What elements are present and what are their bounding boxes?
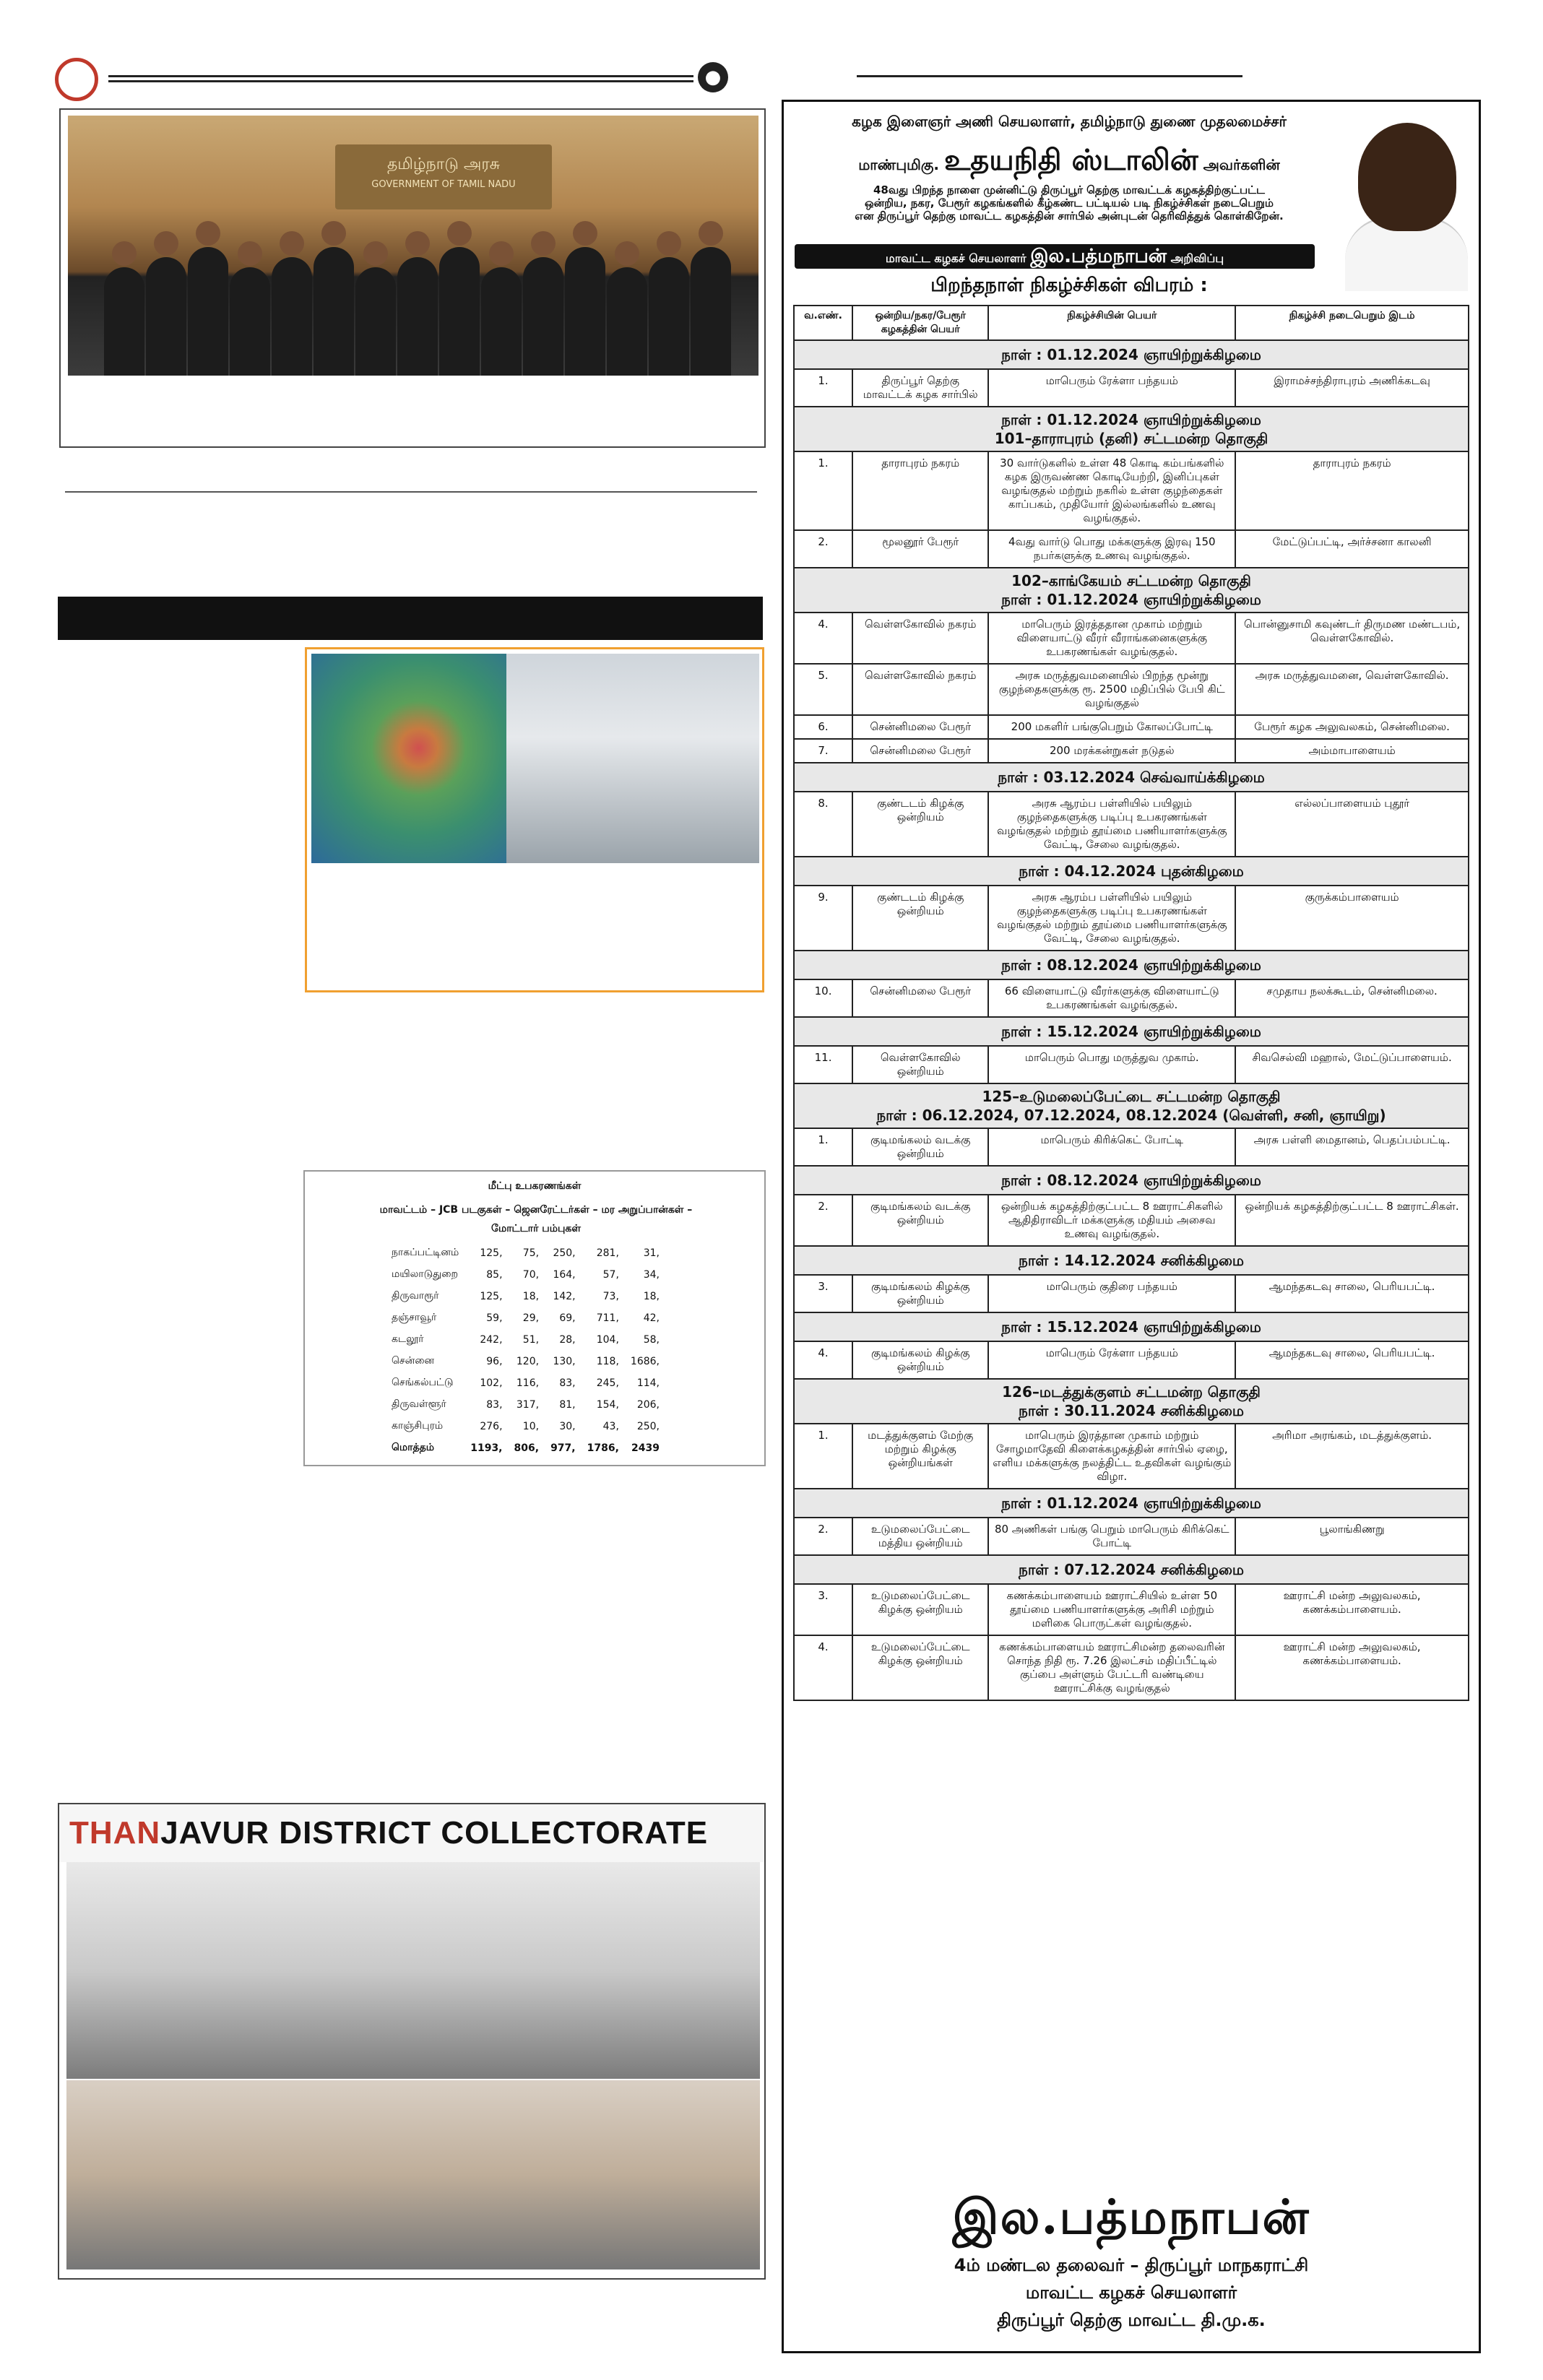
cell-place: ஒன்றியக் கழகத்திற்குட்பட்ட 8 ஊராட்சிகள்.	[1235, 1195, 1469, 1246]
table-row	[794, 1046, 1469, 1083]
cell-no: 3.	[794, 1275, 852, 1312]
cell-no: 4.	[794, 1635, 852, 1700]
equipment-count: 142,	[553, 1291, 576, 1302]
cell-no: 6.	[794, 715, 852, 739]
cell-event: மாபெரும் கிரிக்கெட் போட்டி	[988, 1128, 1235, 1166]
weather-review-photo	[305, 647, 764, 992]
equipment-count: 18,	[643, 1291, 660, 1302]
meeting-photo-top	[66, 1862, 760, 2079]
cell-event: 66 விளையாட்டு வீரர்களுக்கு விளையாட்டு உபகரணங்கள் வழங்குதல்.	[988, 979, 1235, 1017]
date-heading-row	[794, 1312, 1469, 1341]
cell-place: அரிமா அரங்கம், மடத்துக்குளம்.	[1235, 1424, 1469, 1489]
cell-no: 1.	[794, 1424, 852, 1489]
cell-no: 8.	[794, 792, 852, 857]
equipment-count: 2439	[631, 1442, 660, 1454]
cell-event: 200 மகளிர் பங்குபெறும் கோலப்போட்டி	[988, 715, 1235, 739]
equipment-count: 116,	[516, 1377, 540, 1389]
equipment-count: 57,	[602, 1269, 619, 1281]
meeting-photo-bottom	[66, 2080, 760, 2269]
table-row	[386, 1372, 665, 1394]
cell-event: 30 வார்டுகளில் உள்ள 48 கொடி கம்பங்களில் கழக இருவண்ண கொடியேற்றி, இனிப்புகள் வழங்குதல் மற்றும் நகரில் உள்ள குழந்தைகள் காப்பகம், முதியோர் இல்லங்களில் உணவு வழங்குதல்.	[988, 451, 1235, 530]
date-heading-row	[794, 1555, 1469, 1584]
cell-unit: மூலனூர் பேரூர்	[852, 530, 988, 568]
equipment-count: 18,	[522, 1291, 540, 1302]
cell-place: சமுதாய நலக்கூடம், சென்னிமலை.	[1235, 979, 1469, 1017]
cell-place: அரசு மருத்துவமனை, வெள்ளகோவில்.	[1235, 664, 1469, 715]
heading-line: 102–காங்கேயம் சட்டமன்ற தொகுதி	[1011, 572, 1251, 589]
table-row	[794, 369, 1469, 407]
constituency-heading-row	[794, 568, 1469, 613]
table-row	[386, 1242, 665, 1264]
masthead-rule-right	[857, 75, 1242, 82]
date-heading: நாள் : 15.12.2024 ஞாயிற்றுக்கிழமை	[794, 1312, 1469, 1341]
cell-no: 2.	[794, 1518, 852, 1555]
officials-group	[506, 654, 759, 863]
equipment-count: 58,	[643, 1334, 660, 1346]
cell-event: மாபெரும் குதிரை பந்தயம்	[988, 1275, 1235, 1312]
person-figure	[439, 247, 480, 376]
table-row	[794, 979, 1469, 1017]
district-name: செங்கல்பட்டு	[392, 1377, 454, 1388]
elephant-icon: ●	[698, 62, 728, 92]
person-figure	[104, 267, 144, 376]
cell-unit: உடுமலைப்பேட்டை மத்திய ஒன்றியம்	[852, 1518, 988, 1555]
cell-unit: வெள்ளகோவில் நகரம்	[852, 664, 988, 715]
person-figure	[146, 257, 186, 376]
constituency-heading	[794, 1379, 1469, 1424]
equipment-count: 317,	[516, 1399, 540, 1411]
person-figure	[230, 267, 270, 376]
equipment-count: 69,	[559, 1312, 576, 1324]
district-name: காஞ்சிபுரம்	[392, 1420, 444, 1432]
cell-unit: மடத்துக்குளம் மேற்கு மற்றும் கிழக்கு ஒன்றியங்கள்	[852, 1424, 988, 1489]
cell-unit: சென்னிமலை பேரூர்	[852, 715, 988, 739]
cell-place: பூலாங்கிணறு	[1235, 1518, 1469, 1555]
col-header-no: வ.எண்.	[794, 306, 852, 340]
heading-line: நாள் : 30.11.2024 சனிக்கிழமை	[1018, 1402, 1245, 1419]
table-row	[386, 1286, 665, 1307]
cell-unit: குடிமங்கலம் வடக்கு ஒன்றியம்	[852, 1128, 988, 1166]
cell-event: மாபெரும் இரத்தான முகாம் மற்றும் சோழமாதேவி கிளைக்கழகத்தின் சார்பில் ஏழை, எளிய மக்களுக்கு நலத்திட்ட உதவிகள் வழங்கும் விழா.	[988, 1424, 1235, 1489]
masthead-rule	[108, 75, 693, 82]
collectorate-sign: THANJAVUR DISTRICT COLLECTORATE	[59, 1804, 764, 1862]
person-figure	[188, 247, 228, 376]
person-figure	[691, 247, 731, 376]
constituency-heading-row	[794, 1379, 1469, 1424]
equipment-count: 75,	[522, 1247, 540, 1259]
district-name: மொத்தம்	[392, 1442, 434, 1453]
equipment-count: 1686,	[630, 1356, 660, 1367]
equipment-count: 83,	[486, 1399, 503, 1411]
cell-no: 1.	[794, 451, 852, 530]
equipment-count: 43,	[602, 1421, 619, 1432]
equipment-count: 164,	[553, 1269, 576, 1281]
cell-event: 4வது வார்டு பொது மக்களுக்கு இரவு 150 நபர்களுக்கு உணவு வழங்குதல்.	[988, 530, 1235, 568]
cell-unit: சென்னிமலை பேரூர்	[852, 979, 988, 1017]
cell-place: இராமச்சந்திராபுரம் அணிக்கடவு	[1235, 369, 1469, 407]
cell-unit: வெள்ளகோவில் ஒன்றியம்	[852, 1046, 988, 1083]
cell-place: ஆமந்தகடவு சாலை, பெரியபட்டி.	[1235, 1341, 1469, 1379]
advert-honoree: மாண்புமிகு. உதயநிதி ஸ்டாலின் அவர்களின்	[858, 143, 1280, 177]
table-row	[794, 1341, 1469, 1379]
constituency-heading-row	[794, 1083, 1469, 1128]
cell-event: 200 மரக்கன்றுகள் நடுதல்	[988, 739, 1235, 763]
district-name: திருவாரூர்	[392, 1290, 439, 1302]
cell-event: அரசு ஆரம்ப பள்ளியில் பயிலும் குழந்தைகளுக்கு படிப்பு உபகரணங்கள் வழங்குதல் மற்றும் தூய்மை பணியாளர்களுக்கு வேட்டி, சேலை வழங்குதல்.	[988, 792, 1235, 857]
cell-no: 2.	[794, 1195, 852, 1246]
cell-unit: தாராபுரம் நகரம்	[852, 451, 988, 530]
cell-no: 10.	[794, 979, 852, 1017]
cell-place: தாராபுரம் நகரம்	[1235, 451, 1469, 530]
equipment-header: மாவட்டம் – JCB படகுகள் – ஜெனரேட்டர்கள் – மர அறுப்பான்கள் – மோட்டார் பம்புகள்	[379, 1204, 693, 1234]
equipment-count: 29,	[522, 1312, 540, 1324]
cell-place: எல்லப்பாளையம் புதூர்	[1235, 792, 1469, 857]
cell-place: பேரூர் கழக அலுவலகம், சென்னிமலை.	[1235, 715, 1469, 739]
equipment-count: 73,	[602, 1291, 619, 1302]
table-row	[794, 1518, 1469, 1555]
equipment-count: 806,	[514, 1442, 540, 1454]
cell-place: ஊராட்சி மன்ற அலுவலகம், கணக்கம்பாளையம்.	[1235, 1584, 1469, 1635]
district-name: கடலூர்	[392, 1333, 424, 1345]
equipment-count: 51,	[522, 1334, 540, 1346]
equipment-count: 81,	[559, 1399, 576, 1411]
district-name: திருவள்ளூர்	[392, 1398, 446, 1410]
district-name: சென்னை	[392, 1355, 435, 1367]
table-row	[386, 1437, 665, 1459]
secretary-portrait	[1345, 116, 1468, 289]
footer-line-2: மாவட்ட கழகச் செயலாளர்	[1025, 2282, 1237, 2303]
cell-event: மாபெரும் இரத்ததான முகாம் மற்றும் விளையாட்டு வீரர் வீராங்கனைகளுக்கு உபகரணங்கள் வழங்குதல்.	[988, 613, 1235, 664]
cell-no: 1.	[794, 1128, 852, 1166]
cell-place: அம்மாபாளையம்	[1235, 739, 1469, 763]
cell-event: மாபெரும் ரேக்ளா பந்தயம்	[988, 369, 1235, 407]
equipment-count: 250,	[636, 1421, 660, 1432]
table-row	[386, 1351, 665, 1372]
column-divider	[65, 491, 757, 493]
equipment-count: 34,	[643, 1269, 660, 1281]
table-row	[794, 1128, 1469, 1166]
district-name: மயிலாடுதுறை	[392, 1268, 458, 1280]
person-figure	[523, 257, 563, 376]
table-row	[794, 715, 1469, 739]
cell-unit: குடிமங்கலம் வடக்கு ஒன்றியம்	[852, 1195, 988, 1246]
graduates-photo	[59, 108, 766, 448]
col-header-unit: ஒன்றிய/நகர/பேரூர் கழகத்தின் பெயர்	[852, 306, 988, 340]
equipment-count: 96,	[486, 1356, 503, 1367]
equipment-count: 30,	[559, 1421, 576, 1432]
cell-no: 9.	[794, 886, 852, 951]
equipment-grid	[386, 1242, 665, 1459]
cell-place: அரசு பள்ளி மைதானம், பெதப்பம்பட்டி.	[1235, 1128, 1469, 1166]
equipment-count: 154,	[596, 1399, 619, 1411]
equipment-count: 1193,	[470, 1442, 503, 1454]
table-row	[794, 613, 1469, 664]
equipment-count: 104,	[596, 1334, 619, 1346]
equipment-count: 125,	[480, 1291, 503, 1302]
footer-line-1: 4ம் மண்டல தலைவர் – திருப்பூர் மாநகராட்சி	[954, 2255, 1309, 2275]
col-header-place: நிகழ்ச்சி நடைபெறும் இடம்	[1235, 306, 1469, 340]
date-heading-row	[794, 763, 1469, 792]
table-row	[794, 451, 1469, 530]
cell-place: ஊராட்சி மன்ற அலுவலகம், கணக்கம்பாளையம்.	[1235, 1635, 1469, 1700]
cell-event: மாபெரும் ரேக்ளா பந்தயம்	[988, 1341, 1235, 1379]
table-row	[794, 792, 1469, 857]
col-header-event: நிகழ்ச்சியின் பெயர்	[988, 306, 1235, 340]
table-row	[386, 1264, 665, 1286]
equipment-count: 120,	[516, 1356, 540, 1367]
equipment-count: 276,	[480, 1421, 503, 1432]
date-heading-row	[794, 1166, 1469, 1195]
cell-no: 11.	[794, 1046, 852, 1083]
table-row	[386, 1329, 665, 1351]
constituency-heading	[794, 407, 1469, 451]
cell-event: ஒன்றியக் கழகத்திற்குட்பட்ட 8 ஊராட்சிகளில் ஆதிதிராவிடர் மக்களுக்கு மதியம் அசைவ உணவு வழங்குதல்.	[988, 1195, 1235, 1246]
equipment-count: 114,	[636, 1377, 660, 1389]
equipment-count: 70,	[522, 1269, 540, 1281]
schedule-title: பிறந்தநாள் நிகழ்ச்சிகள் விபரம் :	[930, 274, 1208, 296]
person-figure	[355, 267, 396, 376]
date-heading-row	[794, 857, 1469, 886]
constituency-heading	[794, 1083, 1469, 1128]
date-heading-row	[794, 1489, 1469, 1518]
cell-place: பொன்னுசாமி கவுண்டர் திருமண மண்டபம், வெள்ளகோவில்.	[1235, 613, 1469, 664]
cyclone-map	[311, 654, 506, 863]
heading-line: 126–மடத்துக்குளம் சட்டமன்ற தொகுதி	[1002, 1383, 1261, 1401]
equipment-count: 83,	[559, 1377, 576, 1389]
date-heading: நாள் : 15.12.2024 ஞாயிற்றுக்கிழமை	[794, 1017, 1469, 1046]
advert-intro: கழக இளைஞர் அணி செயலாளர், தமிழ்நாடு துணை முதலமைச்சர்	[852, 113, 1287, 130]
person-figure	[481, 267, 522, 376]
equipment-count: 85,	[486, 1269, 503, 1281]
equipment-count: 281,	[596, 1247, 619, 1259]
footer-line-3: திருப்பூர் தெற்கு மாவட்ட தி.மு.க.	[997, 2310, 1266, 2330]
person-figure	[397, 257, 438, 376]
date-heading: நாள் : 03.12.2024 செவ்வாய்க்கிழமை	[794, 763, 1469, 792]
equipment-count: 206,	[636, 1399, 660, 1411]
table-row	[794, 664, 1469, 715]
table-row	[794, 739, 1469, 763]
cell-event: கணக்கம்பாளையம் ஊராட்சியில் உள்ள 50 தூய்மை பணியாளர்களுக்கு அரிசி மற்றும் மளிகை பொருட்கள் வழங்குதல்.	[988, 1584, 1235, 1635]
equipment-count: 118,	[596, 1356, 619, 1367]
cell-no: 5.	[794, 664, 852, 715]
cell-unit: குடிமங்கலம் கிழக்கு ஒன்றியம்	[852, 1341, 988, 1379]
cell-no: 1.	[794, 369, 852, 407]
cell-event: கணக்கம்பாளையம் ஊராட்சிமன்ற தலைவரின் சொந்த நிதி ரூ. 7.26 இலட்சம் மதிப்பீட்டில் குப்பை அள்ளும் பேட்டரி வண்டியை ஊராட்சிக்கு வழங்குதல்	[988, 1635, 1235, 1700]
table-row	[386, 1394, 665, 1416]
date-heading-row	[794, 951, 1469, 979]
date-heading: நாள் : 08.12.2024 ஞாயிற்றுக்கிழமை	[794, 1166, 1469, 1195]
date-heading: நாள் : 01.12.2024 ஞாயிற்றுக்கிழமை	[794, 1489, 1469, 1518]
equipment-count: 31,	[643, 1247, 660, 1259]
cell-event: அரசு மருத்துவமனையில் பிறந்த மூன்று குழந்தைகளுக்கு ரூ. 2500 மதிப்பில் பேபி கிட் வழங்குதல்	[988, 664, 1235, 715]
person-figure	[649, 257, 689, 376]
cell-event: 80 அணிகள் பங்கு பெறும் மாபெரும் கிரிக்கெட் போட்டி	[988, 1518, 1235, 1555]
rescue-equipment-table	[303, 1170, 766, 1466]
footer-name: இல.பத்மநாபன்	[952, 2189, 1310, 2245]
date-heading-row	[794, 1246, 1469, 1275]
table-row	[794, 1584, 1469, 1635]
cell-no: 7.	[794, 739, 852, 763]
cell-unit: வெள்ளகோவில் நகரம்	[852, 613, 988, 664]
equipment-count: 242,	[480, 1334, 503, 1346]
cell-unit: சென்னிமலை பேரூர்	[852, 739, 988, 763]
section-black-bar	[58, 597, 763, 640]
collectorate-photo	[58, 1803, 766, 2280]
cell-place: குருக்கம்பாளையம்	[1235, 886, 1469, 951]
constituency-heading-row	[794, 407, 1469, 451]
person-figure	[565, 247, 605, 376]
equipment-count: 102,	[480, 1377, 503, 1389]
equipment-count: 711,	[596, 1312, 619, 1324]
heading-line: நாள் : 01.12.2024 ஞாயிற்றுக்கிழமை	[1001, 411, 1261, 428]
cell-no: 4.	[794, 613, 852, 664]
cell-place: சிவசெல்வி மஹால், மேட்டுப்பாளையம்.	[1235, 1046, 1469, 1083]
cell-no: 3.	[794, 1584, 852, 1635]
equipment-count: 59,	[486, 1312, 503, 1324]
equipment-count: 977,	[550, 1442, 576, 1454]
cell-unit: திருப்பூர் தெற்கு மாவட்டக் கழக சார்பில்	[852, 369, 988, 407]
cell-unit: குடிமங்கலம் கிழக்கு ஒன்றியம்	[852, 1275, 988, 1312]
heading-line: 101–தாராபுரம் (தனி) சட்டமன்ற தொகுதி	[994, 430, 1268, 447]
table-row	[794, 1635, 1469, 1700]
date-heading: நாள் : 04.12.2024 புதன்கிழமை	[794, 857, 1469, 886]
table-row	[386, 1416, 665, 1437]
masthead-logo	[55, 58, 98, 101]
date-heading: நாள் : 14.12.2024 சனிக்கிழமை	[794, 1246, 1469, 1275]
cell-event: அரசு ஆரம்ப பள்ளியில் பயிலும் குழந்தைகளுக்கு படிப்பு உபகரணங்கள் வழங்குதல் மற்றும் தூய்மை பணியாளர்களுக்கு வேட்டி, சேலை வழங்குதல்.	[988, 886, 1235, 951]
cell-unit: குண்டடம் கிழக்கு ஒன்றியம்	[852, 792, 988, 857]
advert-subtitle: 48வது பிறந்த நாளை முன்னிட்டு திருப்பூர் தெற்கு மாவட்டக் கழகத்திற்குட்பட்ட ஒன்றிய, நகர, பேரூர் கழகங்களில் கீழ்கண்ட பட்டியல் படி நிகழ்ச்சிகள் நடைபெறும் என திருப்பூர் தெற்கு மாவட்ட கழகத்தின் சார்பில் அன்புடன் தெரிவித்துக் கொள்கிறேன்.	[855, 183, 1284, 222]
equipment-count: 42,	[643, 1312, 660, 1324]
cell-no: 2.	[794, 530, 852, 568]
table-row	[386, 1307, 665, 1329]
table-row	[794, 1275, 1469, 1312]
heading-line: நாள் : 06.12.2024, 07.12.2024, 08.12.2024 (வெள்ளி, சனி, ஞாயிறு)	[876, 1107, 1386, 1124]
cell-place: ஆமந்தகடவு சாலை, பெரியபட்டி.	[1235, 1275, 1469, 1312]
cell-place: மேட்டுப்பட்டி, அர்ச்சனா காலனி	[1235, 530, 1469, 568]
cell-event: மாபெரும் பொது மருத்துவ முகாம்.	[988, 1046, 1235, 1083]
table-row	[794, 886, 1469, 951]
table-row	[794, 1424, 1469, 1489]
date-heading: நாள் : 07.12.2024 சனிக்கிழமை	[794, 1555, 1469, 1584]
government-banner: தமிழ்நாடு அரசு GOVERNMENT OF TAMIL NADU	[335, 144, 552, 209]
equipment-count: 1786,	[587, 1442, 619, 1454]
schedule-table	[793, 305, 1469, 1701]
equipment-title: மீட்பு உபகரணங்கள்	[488, 1180, 582, 1192]
date-heading-row	[794, 340, 1469, 369]
date-heading: நாள் : 08.12.2024 ஞாயிற்றுக்கிழமை	[794, 951, 1469, 979]
heading-line: நாள் : 01.12.2024 ஞாயிற்றுக்கிழமை	[1001, 591, 1261, 608]
equipment-count: 28,	[559, 1334, 576, 1346]
announcement-bar: மாவட்ட கழகச் செயலாளர் இல.பத்மநாபன் அறிவிப்பு	[795, 244, 1315, 269]
heading-line: 125–உடுமலைப்பேட்டை சட்டமன்ற தொகுதி	[982, 1088, 1281, 1105]
table-row	[794, 530, 1469, 568]
equipment-count: 130,	[553, 1356, 576, 1367]
equipment-count: 125,	[480, 1247, 503, 1259]
equipment-count: 250,	[553, 1247, 576, 1259]
table-row	[794, 1195, 1469, 1246]
district-name: நாகப்பட்டினம்	[392, 1247, 459, 1258]
date-heading: நாள் : 01.12.2024 ஞாயிற்றுக்கிழமை	[794, 340, 1469, 369]
equipment-count: 10,	[522, 1421, 540, 1432]
person-figure	[607, 267, 647, 376]
cell-no: 4.	[794, 1341, 852, 1379]
cell-unit: உடுமலைப்பேட்டை கிழக்கு ஒன்றியம்	[852, 1635, 988, 1700]
equipment-count: 245,	[596, 1377, 619, 1389]
person-figure	[272, 257, 312, 376]
date-heading-row	[794, 1017, 1469, 1046]
district-name: தஞ்சாவூர்	[392, 1312, 437, 1323]
person-figure	[314, 247, 354, 376]
constituency-heading	[794, 568, 1469, 613]
cell-unit: குண்டடம் கிழக்கு ஒன்றியம்	[852, 886, 988, 951]
cell-unit: உடுமலைப்பேட்டை கிழக்கு ஒன்றியம்	[852, 1584, 988, 1635]
